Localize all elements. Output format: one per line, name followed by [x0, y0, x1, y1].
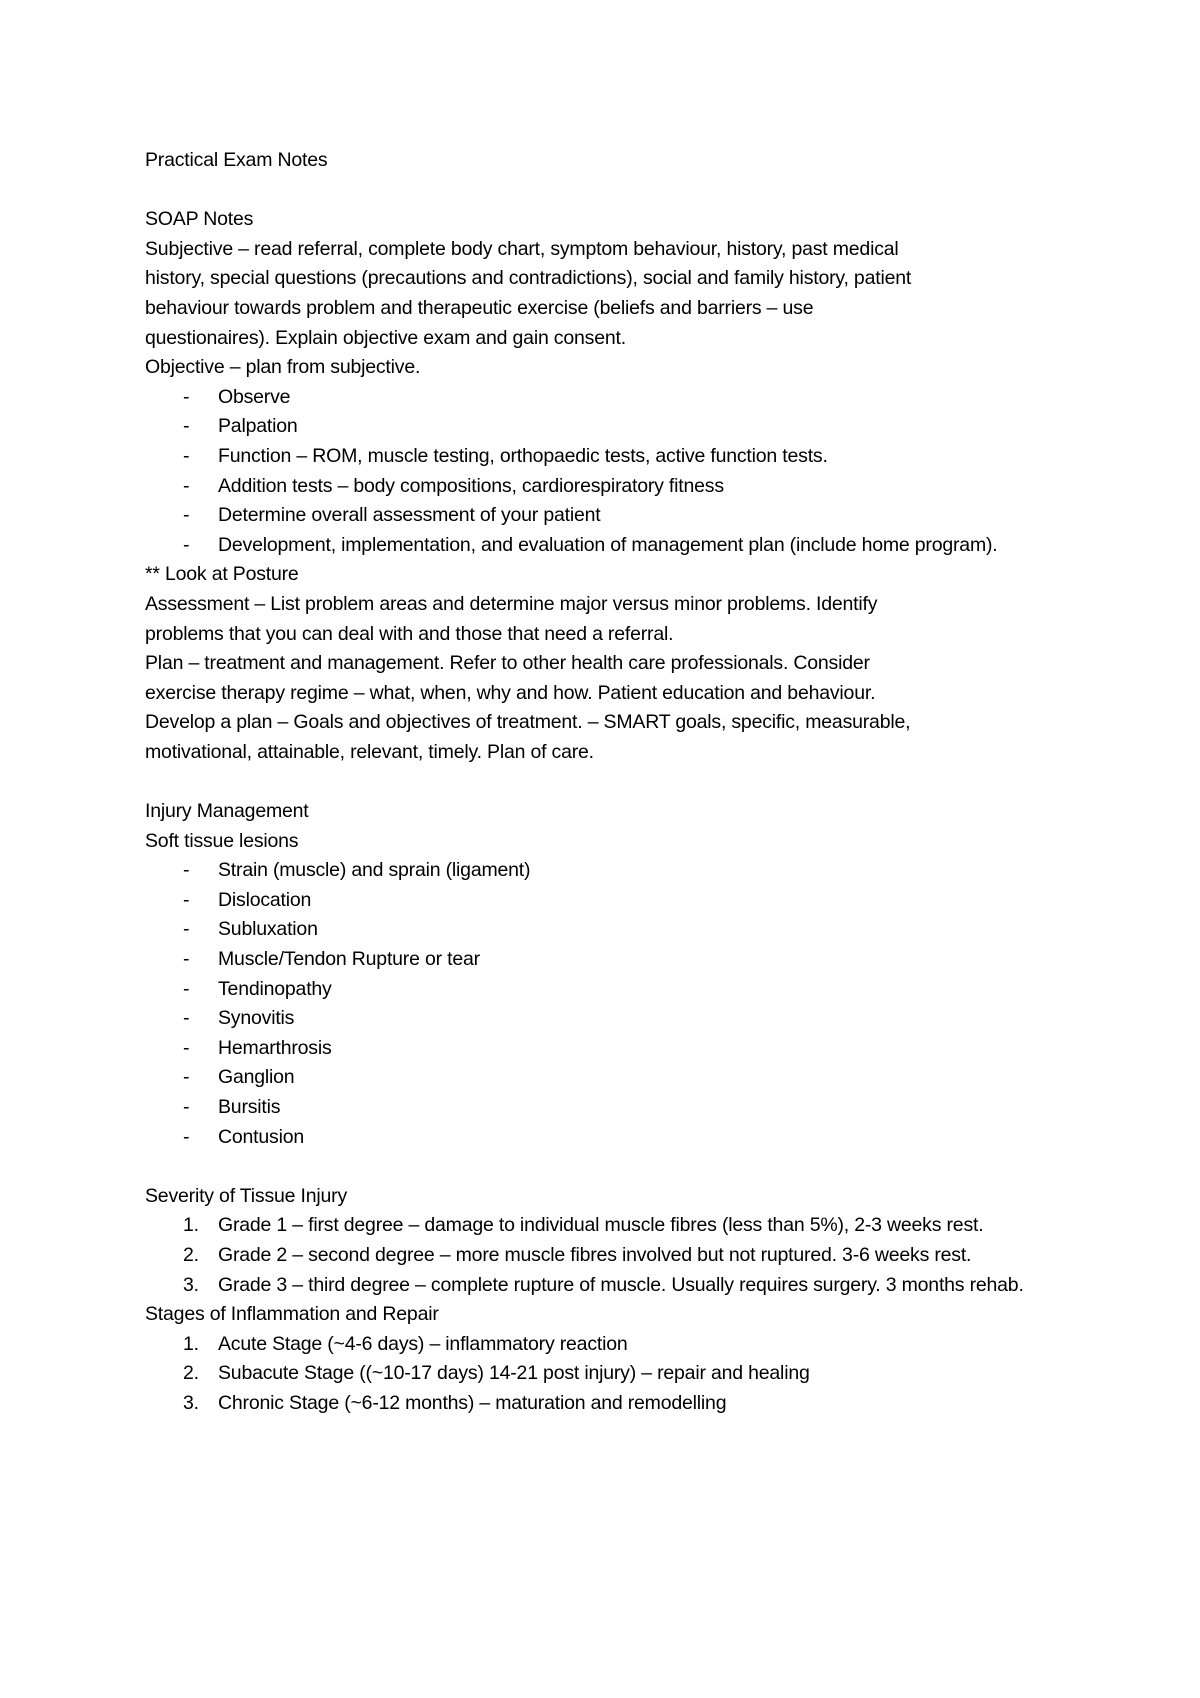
assessment-line: problems that you can deal with and those that need a referral.	[145, 622, 674, 645]
numbered-item	[145, 1359, 1080, 1389]
bullet-dash: -	[183, 1036, 190, 1059]
list-item-text: Determine overall assessment of your patient	[218, 504, 601, 527]
list-item	[145, 383, 1080, 413]
list-item	[145, 856, 1080, 886]
plan-line: motivational, attainable, relevant, timely. Plan of care.	[145, 740, 594, 763]
list-item-text: Bursitis	[218, 1096, 281, 1118]
numbered-item	[145, 1241, 1080, 1271]
bullet-dash: -	[183, 504, 190, 527]
list-item	[145, 1123, 1080, 1153]
numbered-item-text: Grade 1 – first degree – damage to individual muscle fibres (less than 5%), 2-3 weeks rest.	[218, 1214, 984, 1237]
number-marker: 3.	[183, 1391, 199, 1414]
list-item-text: Development, implementation, and evaluation of management plan (include home program).	[218, 533, 998, 556]
list-item	[145, 472, 1080, 502]
list-item-text: Hemarthrosis	[218, 1036, 332, 1059]
bullet-dash: -	[183, 474, 190, 497]
bullet-dash: -	[183, 888, 190, 911]
bullet-dash: -	[183, 1125, 190, 1148]
bullet-dash: -	[183, 859, 190, 882]
assessment-line: Assessment – List problem areas and determine major versus minor problems. Identify	[145, 592, 878, 615]
list-item	[145, 442, 1080, 472]
list-item-text: Strain (muscle) and sprain (ligament)	[218, 859, 531, 882]
numbered-item-text: Grade 2 – second degree – more muscle fibres involved but not ruptured. 3-6 weeks rest.	[218, 1243, 972, 1266]
list-item-text: Contusion	[218, 1125, 305, 1148]
subjective-line: history, special questions (precautions and contradictions), social and family history, patient	[145, 267, 912, 290]
list-item-text: Observe	[218, 385, 291, 408]
bullet-dash: -	[183, 533, 190, 556]
list-item-text: Ganglion	[218, 1066, 295, 1089]
list-item-text: Muscle/Tendon Rupture or tear	[218, 948, 480, 971]
list-item	[145, 531, 1080, 561]
numbered-item	[145, 1330, 1080, 1360]
plan-line: Plan – treatment and management. Refer to other health care professionals. Consider	[145, 652, 870, 675]
list-item-text: Tendinopathy	[218, 977, 332, 1000]
bullet-dash: -	[183, 415, 190, 438]
bullet-dash: -	[183, 948, 190, 971]
list-item-text: Function – ROM, muscle testing, orthopaedic tests, active function tests.	[218, 444, 828, 467]
list-item	[145, 1063, 1080, 1093]
severity-heading: Severity of Tissue Injury	[145, 1184, 347, 1207]
subjective-line: behaviour towards problem and therapeutic exercise (beliefs and barriers – use	[145, 296, 814, 319]
list-item-text: Synovitis	[218, 1007, 295, 1030]
list-item-text: Subluxation	[218, 918, 318, 941]
numbered-item-text: Subacute Stage ((~10-17 days) 14-21 post injury) – repair and healing	[218, 1362, 810, 1385]
injury-subheading: Soft tissue lesions	[145, 829, 299, 852]
list-item-text: Dislocation	[218, 888, 312, 911]
stages-heading: Stages of Inflammation and Repair	[145, 1303, 439, 1326]
bullet-dash: -	[183, 444, 190, 467]
numbered-item-text: Grade 3 – third degree – complete rupture of muscle. Usually requires surgery. 3 months rehab.	[218, 1273, 1024, 1296]
bullet-dash: -	[183, 1007, 190, 1030]
injury-heading: Injury Management	[145, 800, 309, 823]
subjective-line: Subjective – read referral, complete body chart, symptom behaviour, history, past medical	[145, 237, 899, 260]
list-item-text: Palpation	[218, 415, 298, 438]
bullet-dash: -	[183, 1066, 190, 1089]
objective-line: Objective – plan from subjective.	[145, 356, 421, 379]
list-item	[145, 501, 1080, 531]
number-marker: 2.	[183, 1362, 199, 1385]
list-item	[145, 412, 1080, 442]
spacer	[145, 767, 1080, 797]
subjective-line: questionaires). Explain objective exam and gain consent.	[145, 326, 626, 349]
list-item	[145, 1034, 1080, 1064]
doc-title: Practical Exam Notes	[145, 149, 328, 171]
list-item	[145, 1093, 1080, 1123]
list-item	[145, 945, 1080, 975]
bullet-dash: -	[183, 385, 190, 408]
number-marker: 1.	[183, 1332, 199, 1355]
number-marker: 1.	[183, 1214, 199, 1237]
number-marker: 2.	[183, 1243, 199, 1266]
list-item	[145, 975, 1080, 1005]
spacer	[145, 1152, 1080, 1182]
list-item	[145, 1004, 1080, 1034]
numbered-item	[145, 1211, 1080, 1241]
plan-line: exercise therapy regime – what, when, why and how. Patient education and behaviour.	[145, 681, 876, 704]
number-marker: 3.	[183, 1273, 199, 1296]
numbered-item-text: Chronic Stage (~6-12 months) – maturation and remodelling	[218, 1391, 727, 1414]
plan-line: Develop a plan – Goals and objectives of treatment. – SMART goals, specific, measurable,	[145, 711, 911, 734]
list-item	[145, 915, 1080, 945]
soap-heading: SOAP Notes	[145, 208, 254, 231]
numbered-item-text: Acute Stage (~4-6 days) – inflammatory reaction	[218, 1332, 628, 1355]
bullet-dash: -	[183, 918, 190, 941]
posture-note: ** Look at Posture	[145, 563, 299, 586]
numbered-item	[145, 1271, 1080, 1301]
list-item	[145, 886, 1080, 916]
list-item-text: Addition tests – body compositions, cardiorespiratory fitness	[218, 474, 724, 497]
spacer	[145, 176, 1080, 206]
numbered-item	[145, 1389, 1080, 1419]
bullet-dash: -	[183, 977, 190, 1000]
bullet-dash: -	[183, 1096, 190, 1118]
